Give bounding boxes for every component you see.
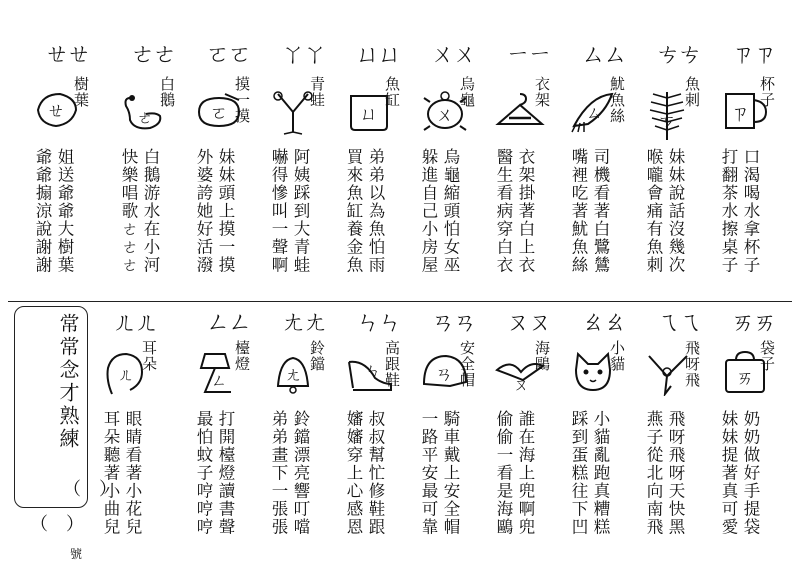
keyword: 魚刺 xyxy=(683,76,701,108)
rhyme-lines xyxy=(643,148,686,274)
svg-text:ㄤ: ㄤ xyxy=(284,365,302,384)
rhyme-lines xyxy=(268,410,311,536)
rhyme-lines xyxy=(193,148,236,274)
zhuyin-symbol: ㄞㄞ xyxy=(731,308,775,336)
column-e xyxy=(118,30,188,298)
zhuyin-symbol: ㄙㄙ xyxy=(581,40,625,68)
rhyme-lines xyxy=(32,148,75,274)
keyword: 飛呀飛 xyxy=(683,340,701,388)
rhyme-lines xyxy=(100,410,143,536)
zhuyin-symbol: ㄡㄡ xyxy=(506,308,550,336)
keyword: 耳朵 xyxy=(140,340,158,372)
rhyme-lines xyxy=(418,148,461,274)
zhuyin-symbol: ㄝㄝ xyxy=(45,40,89,68)
rhyme-line: 耳朵聽著小曲兒 xyxy=(101,410,120,536)
rhyme-lines xyxy=(643,410,686,536)
rhyme-line: 騎車戴上安全帽 xyxy=(441,410,460,536)
zhuyin-symbol: ㄥㄥ xyxy=(206,308,250,336)
rhyme-line: 嬸嬸穿上心感恩 xyxy=(344,410,363,536)
column-ai xyxy=(718,306,788,576)
rhyme-line: 烏龜縮頭怕女巫 xyxy=(441,148,460,274)
zhuyin-symbol: ㄩㄩ xyxy=(356,40,400,68)
svg-text:ㄗ: ㄗ xyxy=(730,101,750,125)
zhuyin-symbol: ㄨㄨ xyxy=(431,40,475,68)
keyword: 高跟鞋 xyxy=(383,340,401,388)
rhyme-line: 叔叔幫忙修鞋跟 xyxy=(366,410,385,536)
keyword: 小貓 xyxy=(608,340,626,372)
zhuyin-symbol: ㄠㄠ xyxy=(581,308,625,336)
rhyme-line: 踩到蛋糕往下凹 xyxy=(569,410,588,536)
number-label: 號 xyxy=(70,547,83,561)
rhyme-line: 妹妹說話沒幾次 xyxy=(666,148,685,274)
rhyme-line: 喉嚨會痛有魚刺 xyxy=(644,148,663,274)
svg-text:ㄘ: ㄘ xyxy=(658,110,676,131)
zhuyin-symbol: ㄣㄣ xyxy=(356,308,400,336)
rhyme-line: 奶奶做好手提袋 xyxy=(741,410,760,536)
svg-text:ㄙ: ㄙ xyxy=(585,103,603,122)
keyword: 安全帽 xyxy=(458,340,476,388)
rhyme-line: 弟弟以為魚怕雨 xyxy=(366,148,385,274)
rhyme-line: 嚇得慘叫一聲啊 xyxy=(269,148,288,274)
svg-text:ㄨ: ㄨ xyxy=(436,105,454,126)
svg-text:ㄝ: ㄝ xyxy=(47,101,65,122)
zhuyin-symbol: ㄦㄦ xyxy=(113,308,157,336)
svg-text:ㄞ: ㄞ xyxy=(736,368,754,389)
rhyme-lines xyxy=(118,148,161,274)
zhuyin-symbol: ㄟㄟ xyxy=(656,308,700,336)
rhyme-line: 最怕蚊子哼哼哼 xyxy=(194,410,213,536)
svg-text:ㄩ: ㄩ xyxy=(360,104,378,125)
rhyme-line: 阿姨踩到大青蛙 xyxy=(291,148,310,274)
rhyme-lines xyxy=(718,410,761,536)
rhyme-line: 口渴喝水拿杯子 xyxy=(741,148,760,274)
zhuyin-symbol: ㄛㄛ xyxy=(206,40,250,68)
rhyme-lines xyxy=(268,148,311,274)
svg-text:ㄢ: ㄢ xyxy=(435,364,453,385)
column-an xyxy=(418,306,488,576)
rhyme-line: 妹妹提著真可愛 xyxy=(719,410,738,536)
blank-parenthesis[interactable]: （ ） xyxy=(63,479,117,500)
rhyme-lines xyxy=(493,410,536,536)
column-o xyxy=(193,30,263,298)
svg-text:ㄡ: ㄡ xyxy=(512,375,530,394)
rhyme-line: 打開檯燈讀書聲 xyxy=(216,410,235,536)
rhyme-line: 燕子從北向南飛 xyxy=(644,410,663,536)
column-a xyxy=(268,30,338,298)
rhyme-line: 飛呀飛呀天快黑 xyxy=(666,410,685,536)
rhyme-line: 眼睛看著小花兒 xyxy=(123,410,142,536)
blank-parenthesis[interactable]: （ ） xyxy=(30,514,84,535)
column-ang xyxy=(268,306,338,576)
rhyme-line: 快樂唱歌ㄜㄜㄜ xyxy=(119,148,138,274)
rhyme-line: 小貓亂跑真糟糕 xyxy=(591,410,610,536)
column-yu xyxy=(343,30,413,298)
rhyme-line: 誰在海上兜啊兜 xyxy=(516,410,535,536)
keyword: 魚缸 xyxy=(383,76,401,108)
column-eh xyxy=(32,30,102,298)
rhyme-line: 姐送爺爺大樹葉 xyxy=(55,148,74,274)
rhyme-line: 一路平安最可靠 xyxy=(419,410,438,536)
rhyme-line: 弟弟畫下一張張 xyxy=(269,410,288,536)
column-er xyxy=(100,306,170,576)
rhyme-line: 嘴裡吃著魷魚絲 xyxy=(569,148,588,274)
column-ao xyxy=(568,306,638,576)
keyword: 袋子 xyxy=(758,340,776,372)
zhuyin-symbol: ㄗㄗ xyxy=(731,40,775,68)
section-divider xyxy=(8,301,792,302)
rhyme-line: 爺爺搧涼說謝謝 xyxy=(33,148,52,274)
rhyme-line: 白鵝游水在小河 xyxy=(141,148,160,274)
rhyme-lines xyxy=(193,410,236,536)
column-wu xyxy=(418,30,488,298)
rhyme-line: 妹妹頭上摸一摸 xyxy=(216,148,235,274)
keyword: 衣架 xyxy=(533,76,551,108)
keyword: 檯燈 xyxy=(233,340,251,372)
rhyme-lines xyxy=(343,148,386,274)
zhuyin-symbol: ㄢㄢ xyxy=(431,308,475,336)
keyword: 杯子 xyxy=(758,76,776,108)
practice-note-text: 常常念才熟練 xyxy=(56,313,80,451)
keyword: 鈴鐺 xyxy=(308,340,326,372)
rhyme-lines xyxy=(718,148,761,274)
svg-text:ㄜ: ㄜ xyxy=(136,108,154,127)
svg-text:ㄣ: ㄣ xyxy=(364,361,382,380)
svg-text:ㄥ: ㄥ xyxy=(210,371,228,390)
column-eng xyxy=(193,306,263,576)
zhuyin-symbol: ㄜㄜ xyxy=(131,40,175,68)
zhuyin-symbol: ㄧㄧ xyxy=(506,40,550,68)
keyword: 烏龜 xyxy=(458,76,476,108)
rhyme-lines xyxy=(493,148,536,274)
column-ei xyxy=(643,306,713,576)
column-en xyxy=(343,306,413,576)
rhyme-lines xyxy=(343,410,386,536)
rhyme-line: 偷偷一看是海鷗 xyxy=(494,410,513,536)
column-ou xyxy=(493,306,563,576)
rhyme-line: 衣架掛著白上衣 xyxy=(516,148,535,274)
zhuyin-symbol: ㄘㄘ xyxy=(656,40,700,68)
rhyme-line: 躲進自己小房屋 xyxy=(419,148,438,274)
keyword: 海鷗 xyxy=(533,340,551,372)
column-yi xyxy=(493,30,563,298)
rhyme-lines xyxy=(568,148,611,274)
rhyme-line: 打翻茶水擦桌子 xyxy=(719,148,738,274)
rhyme-line: 外婆誇她好活潑 xyxy=(194,148,213,274)
keyword: 青蛙 xyxy=(308,76,326,108)
zhuyin-symbol: ㄤㄤ xyxy=(281,308,325,336)
rhyme-line: 鈴鐺漂亮響叮噹 xyxy=(291,410,310,536)
rhyme-line: 買來魚缸養金魚 xyxy=(344,148,363,274)
column-zz xyxy=(718,30,788,298)
keyword: 摸一摸 xyxy=(233,76,251,124)
rhyme-lines xyxy=(568,410,611,536)
rhyme-lines xyxy=(418,410,461,536)
svg-text:ㄛ: ㄛ xyxy=(210,103,228,124)
keyword: 樹葉 xyxy=(72,76,90,108)
column-ss xyxy=(568,30,638,298)
rhyme-line: 醫生看病穿白衣 xyxy=(494,148,513,274)
zhuyin-symbol: ㄚㄚ xyxy=(281,40,325,68)
rhyme-line: 司機看著白鷺鷥 xyxy=(591,148,610,274)
keyword: 魷魚絲 xyxy=(608,76,626,124)
column-cc xyxy=(643,30,713,298)
svg-text:ㄦ: ㄦ xyxy=(117,365,135,384)
keyword: 白鵝 xyxy=(158,76,176,108)
